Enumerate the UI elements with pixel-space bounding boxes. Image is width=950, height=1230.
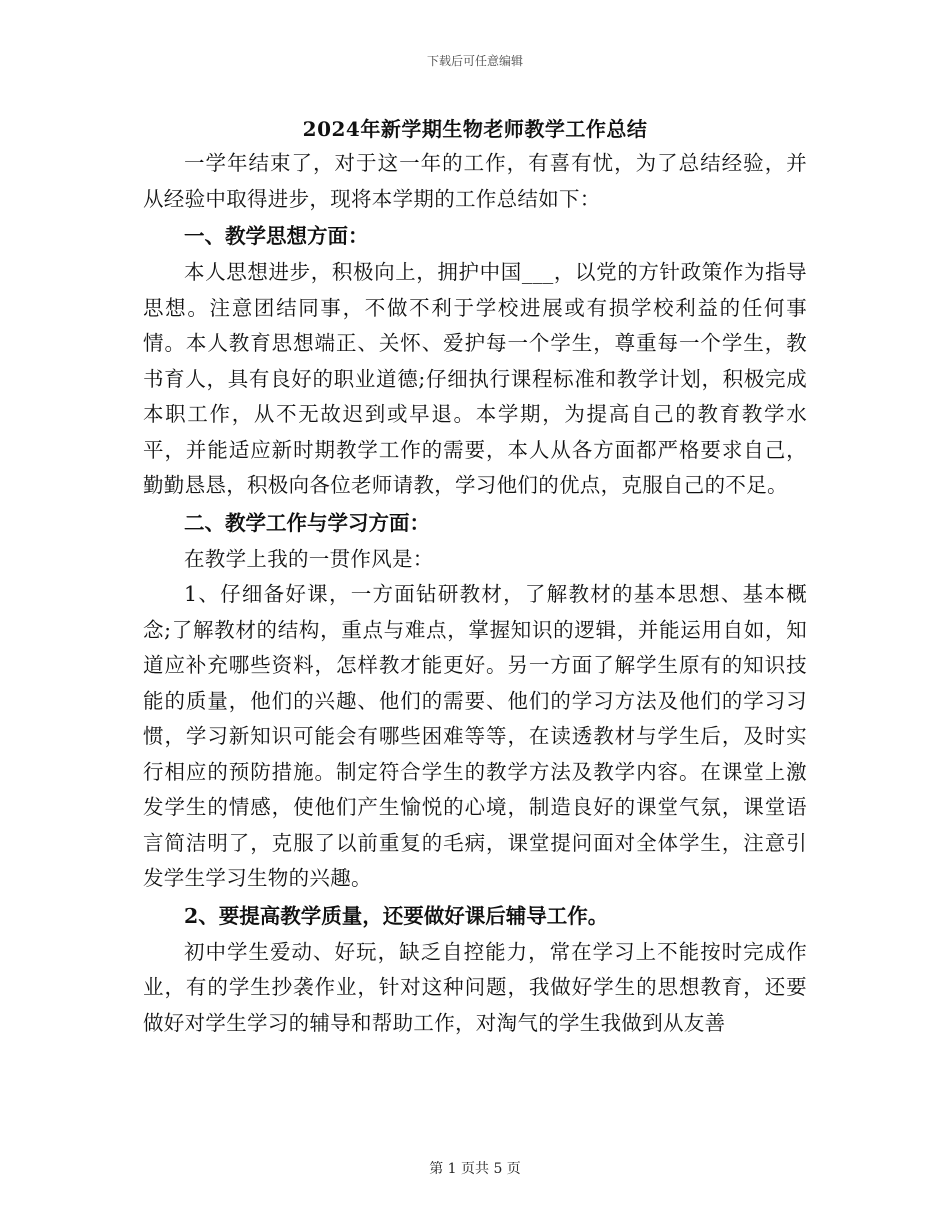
teaching-style-paragraph: 在教学上我的一贯作风是： bbox=[184, 546, 434, 571]
header-note: 下载后可任意编辑 bbox=[426, 54, 523, 68]
document-title: 2024年新学期生物老师教学工作总结 bbox=[302, 117, 648, 141]
page-number: 第 1 页共 5 页 bbox=[429, 1161, 521, 1177]
section-heading-1: 一、教学思想方面： bbox=[184, 224, 369, 248]
section-heading-2: 二、教学工作与学习方面： bbox=[184, 510, 430, 535]
intro-paragraph: 一学年结束了，对于这一年的工作，有喜有忧，为了总结经验，并从经验中取得进步，现将本学期的工作总结如下： bbox=[143, 151, 807, 211]
lesson-prep-paragraph: 1、仔细备好课，一方面钻研教材，了解教材的基本思想、基本概念;了解教材的结构，重点与难点，掌握知识的逻辑，并能运用自如，知道应补充哪些资料，怎样教才能更好。另一方面了解学生原有的知识技能的质量，他们的兴趣、他们的需要、他们的学习方法及他们的学习习惯，学习新知识可能会有哪些困难等等，在读透教材与学生后，及时实行相应的预防措施。制定符合学生的教学方法及教学内容。在课堂上激发学生的情感，使他们产生愉悦的心境，制造良好的课堂气氛，课堂语言简洁明了，克服了以前重复的毛病，课堂提问面对全体学生，注意引发学生学习生物的兴趣。 bbox=[143, 582, 807, 890]
document-page bbox=[143, 112, 807, 1041]
section-heading-3: 2、要提高教学质量，还要做好课后辅导工作。 bbox=[184, 903, 609, 928]
section-1-paragraph: 本人思想进步，积极向上，拥护中国___，以党的方针政策作为指导思想。注意团结同事，不做不利于学校进展或有损学校利益的任何事情。本人教育思想端正、关怀、爱护每一个学生，尊重每一个学生，教书育人，具有良好的职业道德;仔细执行课程标准和教学计划，积极完成本职工作，从不无故迟到或早退。本学期，为提高自己的教育教学水平，并能适应新时期教学工作的需要，本人从各方面都严格要求自己，勤勤恳恳，积极向各位老师请教，学习他们的优点，克服自己的不足。 bbox=[143, 260, 807, 497]
after-class-paragraph: 初中学生爱动、好玩，缺乏自控能力，常在学习上不能按时完成作业，有的学生抄袭作业，针对这种问题，我做好学生的思想教育，还要做好对学生学习的辅导和帮助工作，对淘气的学生我做到从友善 bbox=[143, 939, 807, 1035]
